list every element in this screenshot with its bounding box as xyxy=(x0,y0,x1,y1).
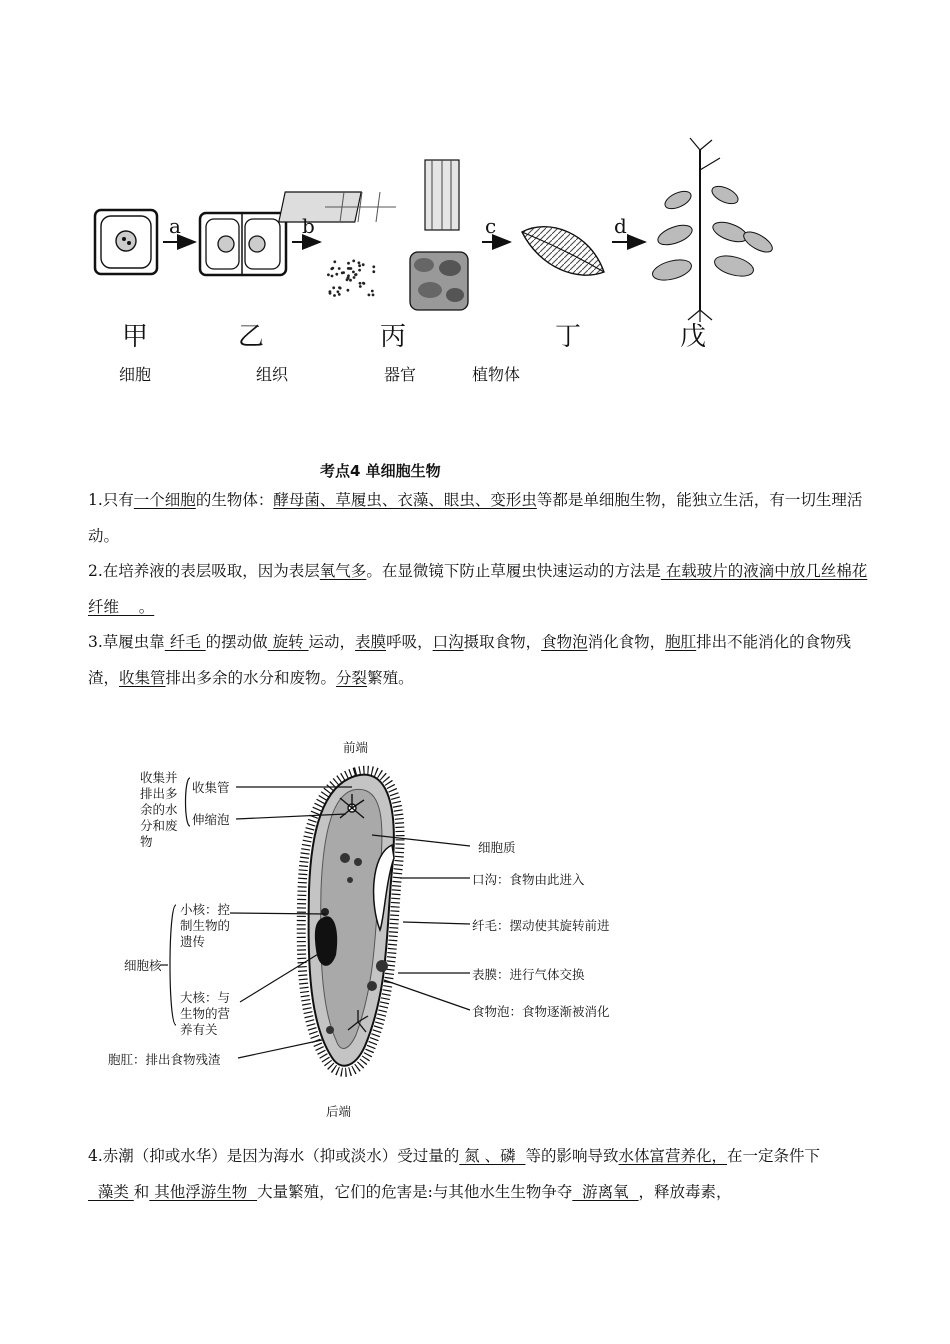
label-oral-groove: 口沟：食物由此进入 xyxy=(472,872,585,887)
caption-tissue: 组织 xyxy=(256,365,289,384)
section-title: 考点4 单细胞生物 xyxy=(320,462,441,480)
arrow-label-b: b xyxy=(302,214,315,238)
p3-blank-7: 收集管 xyxy=(119,669,166,687)
paragraph-1 xyxy=(88,482,868,554)
leaf-drawing xyxy=(522,227,604,275)
paramecium-figure xyxy=(0,730,950,1130)
label-food-vacuole: 食物泡：食物逐渐被消化 xyxy=(472,1004,610,1019)
paragraph-3 xyxy=(88,624,868,696)
excretion-line-1: 收集并 xyxy=(140,770,178,785)
arrow-label-d: d xyxy=(614,214,627,238)
caption-organ: 器官 xyxy=(384,365,417,384)
p4-text-1: 4.赤潮（抑或水华）是因为海水（抑或淡水）受过量的 xyxy=(88,1147,460,1165)
label-posterior: 后端 xyxy=(326,1104,352,1119)
p3-blank-8: 分裂 xyxy=(336,669,368,687)
excretion-line-5: 物 xyxy=(140,834,153,849)
stage-label-ding: 丁 xyxy=(555,322,582,352)
label-contractile-vacuole: 伸缩泡 xyxy=(192,812,230,827)
label-cilia: 纤毛：摆动使其旋转前进 xyxy=(472,918,610,933)
paragraph-4 xyxy=(88,1138,868,1210)
p4-text-2: 等的影响导致 xyxy=(525,1147,619,1165)
paragraph-2 xyxy=(88,553,868,625)
parenchyma-drawing xyxy=(410,252,468,310)
p2-text: 2.在培养液的表层吸取，因为表层 xyxy=(88,562,320,580)
p4-text-6: ，释放毒素， xyxy=(638,1183,732,1201)
p3-text-4: 呼吸， xyxy=(386,633,433,651)
label-anterior: 前端 xyxy=(343,740,369,755)
arrow-label-a: a xyxy=(169,214,181,238)
macronucleus-line-3: 养有关 xyxy=(180,1022,218,1037)
p3-text-6: 消化食物， xyxy=(587,633,666,651)
caption-plant: 植物体 xyxy=(472,365,521,384)
p4-blank-5: 游离氧 xyxy=(572,1183,639,1201)
label-anal-pore: 胞肛：排出食物残渣 xyxy=(108,1052,221,1067)
p3-text-2: 的摆动做 xyxy=(205,633,268,651)
excretion-line-3: 余的水 xyxy=(140,802,178,817)
stage-label-jia: 甲 xyxy=(122,322,149,352)
p3-blank-1: 纤毛 xyxy=(164,633,206,651)
cell-drawing xyxy=(95,210,157,274)
micronucleus-line-1: 小核：控 xyxy=(180,902,231,917)
macronucleus-line-1: 大核：与 xyxy=(180,990,231,1005)
label-nucleus: 细胞核 xyxy=(124,958,162,973)
micronucleus-line-2: 制生物的 xyxy=(180,918,231,933)
p3-text-7: 排出不能消化的食物残渣， xyxy=(88,633,852,687)
p4-blank-4: 其他浮游生物 xyxy=(149,1183,258,1201)
dividing-cell-drawing xyxy=(200,213,286,275)
p1-blank-2: 酵母菌、草履虫、衣藻、眼虫、变形虫 xyxy=(273,491,537,509)
stage-label-bing: 丙 xyxy=(380,322,407,352)
p1-text-3: 等都是单细胞生物，能独立生活，有一切生理活动。 xyxy=(88,491,863,545)
label-cytoplasm: 细胞质 xyxy=(478,840,516,855)
label-macronucleus xyxy=(180,990,240,1038)
p1-text-2: 的生物体： xyxy=(195,491,274,509)
p4-blank-1: 氮 、磷 xyxy=(459,1147,526,1165)
excretion-line-4: 分和废 xyxy=(140,818,178,833)
p3-blank-3: 表膜 xyxy=(355,633,387,651)
p3-blank-2: 旋转 xyxy=(267,633,309,651)
p3-text-1: 3.草履虫靠 xyxy=(88,633,165,651)
arrow-label-c: c xyxy=(485,214,497,238)
p3-blank-6: 胞肛 xyxy=(665,633,697,651)
p3-blank-5: 食物泡 xyxy=(541,633,588,651)
p1-text: 1.只有 xyxy=(88,491,134,509)
plant-levels-figure xyxy=(0,0,950,400)
p4-text-3: 在一定条件下 xyxy=(727,1147,821,1165)
stage-label-wu: 戊 xyxy=(680,322,707,352)
p4-text-4: 和 xyxy=(133,1183,150,1201)
p2-text-2: 。在显微镜下防止草履虫快速运动的方法是 xyxy=(366,562,661,580)
p4-blank-2: 水体富营养化， xyxy=(618,1147,728,1165)
p2-blank-1: 氧气多 xyxy=(319,562,367,580)
p2-blank-2: 在载玻片的液滴中放几丝棉花纤维 。 xyxy=(88,562,868,616)
p1-blank-1: 一个细胞 xyxy=(133,491,196,509)
label-micronucleus xyxy=(180,902,240,950)
dots-tissue-drawing xyxy=(327,260,375,297)
p3-text-3: 运动， xyxy=(308,633,356,651)
macronucleus-line-2: 生物的营 xyxy=(180,1006,231,1021)
label-pellicle: 表膜：进行气体交换 xyxy=(472,967,585,982)
caption-cell: 细胞 xyxy=(119,365,152,384)
p4-blank-3: 藻类 xyxy=(88,1183,134,1201)
plant-drawing xyxy=(650,138,775,322)
label-collecting-tube: 收集管 xyxy=(192,780,230,795)
p3-text-9: 繁殖。 xyxy=(367,669,414,687)
p4-text-5: 大量繁殖，它们的危害是:与其他水生生物争夺 xyxy=(257,1183,573,1201)
excretion-line-2: 排出多 xyxy=(140,786,178,801)
p3-text-8: 排出多余的水分和废物。 xyxy=(165,669,337,687)
p3-text-5: 摄取食物， xyxy=(463,633,542,651)
label-group-excretion xyxy=(140,770,188,850)
stage-label-yi: 乙 xyxy=(238,322,265,352)
micronucleus-line-3: 遗传 xyxy=(180,934,206,949)
p3-blank-4: 口沟 xyxy=(432,633,464,651)
